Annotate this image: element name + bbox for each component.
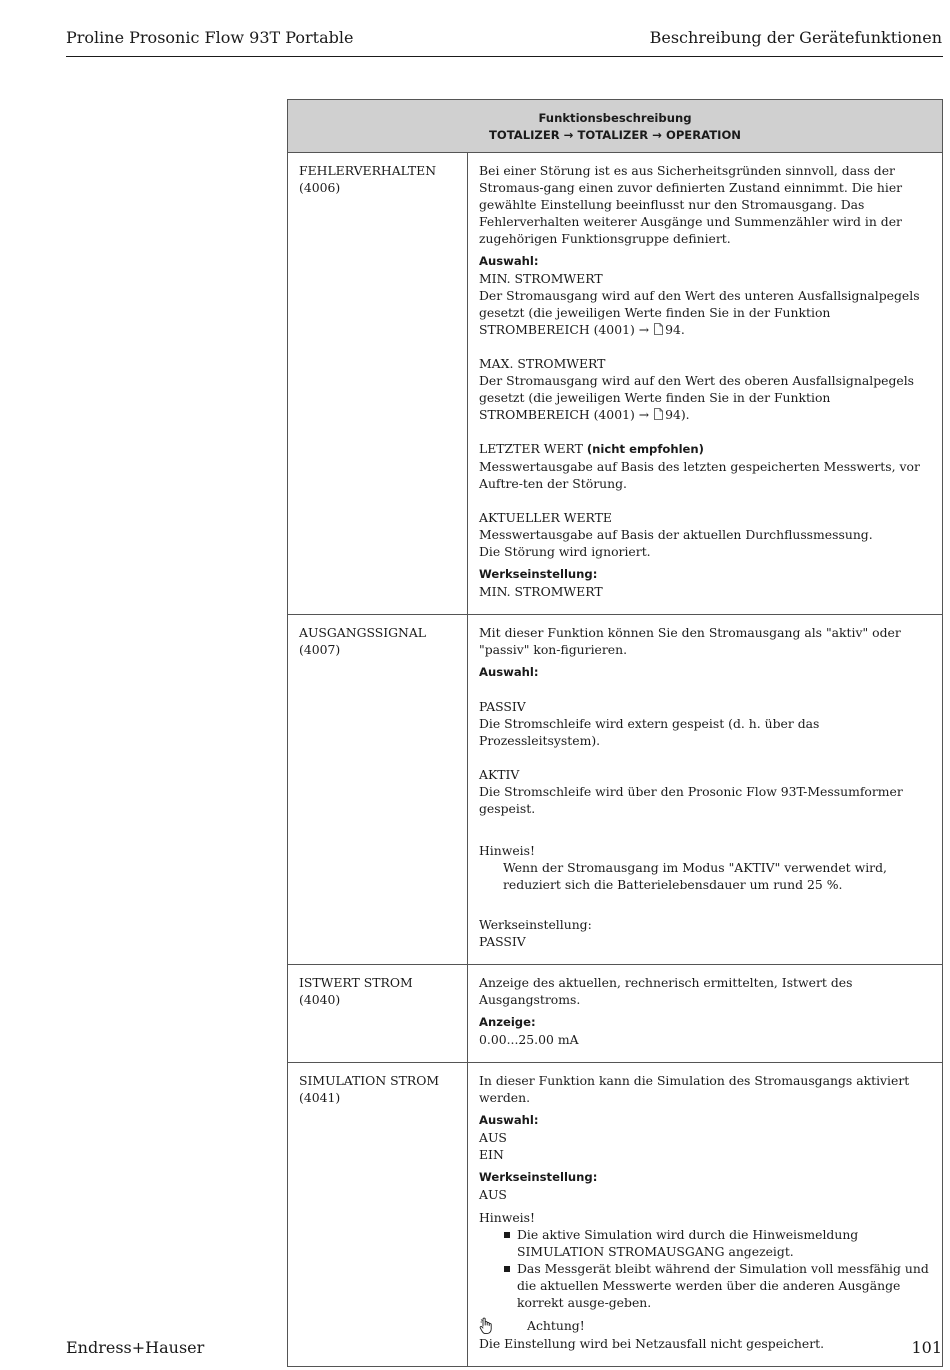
option-text: Messwertausgabe auf Basis der aktuellen Durchflussmessung.: [479, 527, 873, 542]
function-name: AUSGANGSSIGNAL: [299, 625, 427, 640]
function-name: SIMULATION STROM: [299, 1073, 440, 1088]
page-number: 101: [911, 1338, 942, 1357]
list-item: Das Messgerät bleibt während der Simulation voll messfähig und die aktuellen Messwerte werden über die anderen Ausgänge korrekt ausge-geben.: [517, 1260, 932, 1311]
achtung-label: Achtung!: [527, 1318, 585, 1333]
option-name: AKTIV: [479, 767, 520, 782]
option-text: Messwertausgabe auf Basis des letzten gespeicherten Messwerts, vor Auftre-ten der Störung.: [479, 459, 920, 491]
achtung-row: [479, 1317, 932, 1335]
anzeige-value: 0.00...25.00 mA: [479, 1032, 579, 1047]
werkseinstellung-value: AUS: [479, 1187, 507, 1202]
auswahl-label: Auswahl:: [479, 1113, 539, 1127]
function-code: (4007): [299, 642, 341, 657]
function-code: (4041): [299, 1090, 341, 1105]
function-name-cell: [288, 615, 468, 965]
function-description-cell: [468, 1063, 943, 1367]
achtung-text: Die Einstellung wird bei Netzausfall nicht gespeichert.: [479, 1336, 825, 1351]
option-text: Der Stromausgang wird auf den Wert des unteren Ausfallsignalpegels gesetzt (die jeweiligen Werte finden Sie in der Funktion STROMBEREICH (4001) → 94.: [479, 288, 920, 337]
option-text: Die Stromschleife wird extern gespeist (d. h. über das Prozessleitsystem).: [479, 716, 820, 748]
option-text: Die Störung wird ignoriert.: [479, 544, 651, 559]
hinweis-label: Hinweis!: [479, 1210, 535, 1225]
option-note: (nicht empfohlen): [586, 442, 704, 456]
auswahl-label: Auswahl:: [479, 254, 539, 268]
description-intro: Bei einer Störung ist es aus Sicherheitsgründen sinnvoll, dass der Stromaus-gang einen zuvor definierten Zustand einnimmt. Die hier gewählte Einstellung beeinflusst nur den Stromausgang. Das Fehlerverhalten weiterer Ausgänge und Summenzähler wird in der zugehörigen Funktionsgruppe definiert.: [479, 163, 903, 246]
list-item: Die aktive Simulation wird durch die Hinweismeldung SIMULATION STROMAUSGANG angezeigt.: [517, 1226, 932, 1260]
header-section-title: Beschreibung der Gerätefunktionen: [649, 28, 942, 47]
description-intro: Anzeige des aktuellen, rechnerisch ermittelten, Istwert des Ausgangstroms.: [479, 975, 853, 1007]
table-header-row: [288, 100, 943, 153]
description-intro: Mit dieser Funktion können Sie den Stromausgang als "aktiv" oder "passiv" kon-figurieren.: [479, 625, 901, 657]
option-name: MAX. STROMWERT: [479, 356, 606, 371]
auswahl-label: Auswahl:: [479, 665, 539, 679]
header-product-title: Proline Prosonic Flow 93T Portable: [66, 28, 354, 47]
hinweis-list: [479, 1226, 932, 1311]
function-name: FEHLERVERHALTEN: [299, 163, 437, 178]
function-code: (4006): [299, 180, 341, 195]
page-reference-icon: [654, 408, 663, 420]
werkseinstellung-value: PASSIV: [479, 934, 526, 949]
option-name: LETZTER WERT (nicht empfohlen): [479, 441, 704, 456]
function-name-cell: [288, 153, 468, 615]
hand-warning-icon: [479, 1317, 493, 1335]
function-table: [287, 99, 943, 1367]
function-description-cell: [468, 153, 943, 615]
option-name: PASSIV: [479, 699, 526, 714]
table-row: [288, 1063, 943, 1367]
function-description-cell: [468, 965, 943, 1063]
function-name: ISTWERT STROM: [299, 975, 413, 990]
option-text: Der Stromausgang wird auf den Wert des oberen Ausfallsignalpegels gesetzt (die jeweiligen Werte finden Sie in der Funktion STROMBEREICH (4001) → 94).: [479, 373, 915, 422]
werkseinstellung-value: MIN. STROMWERT: [479, 584, 603, 599]
function-name-cell: [288, 965, 468, 1063]
werkseinstellung-label: Werkseinstellung:: [479, 567, 598, 581]
table-header: [288, 100, 943, 153]
table-header-path: TOTALIZER → TOTALIZER → OPERATION: [488, 128, 742, 142]
werkseinstellung-label: Werkseinstellung:: [479, 1170, 598, 1184]
hinweis-text: Wenn der Stromausgang im Modus "AKTIV" verwendet wird, reduziert sich die Batterielebensdauer um rund 25 %.: [503, 860, 887, 892]
table-row: [288, 615, 943, 965]
page-reference-icon: [654, 323, 663, 335]
table-row: [288, 153, 943, 615]
function-code: (4040): [299, 992, 341, 1007]
werkseinstellung-label: Werkseinstellung:: [479, 917, 592, 932]
option-name: MIN. STROMWERT: [479, 271, 603, 286]
footer-company: Endress+Hauser: [66, 1338, 205, 1357]
description-intro: In dieser Funktion kann die Simulation des Stromausgangs aktiviert werden.: [479, 1073, 910, 1105]
table-header-title: Funktionsbeschreibung: [538, 111, 692, 125]
anzeige-label: Anzeige:: [479, 1015, 536, 1029]
header-rule: [66, 56, 943, 57]
function-description-cell: [468, 615, 943, 965]
option-text: Die Stromschleife wird über den Prosonic Flow 93T-Messumformer gespeist.: [479, 784, 903, 816]
option-name: AUS: [479, 1130, 507, 1145]
option-name: EIN: [479, 1147, 504, 1162]
option-name: AKTUELLER WERTE: [479, 510, 612, 525]
function-name-cell: [288, 1063, 468, 1367]
table-row: [288, 965, 943, 1063]
hinweis-label: Hinweis!: [479, 843, 535, 858]
